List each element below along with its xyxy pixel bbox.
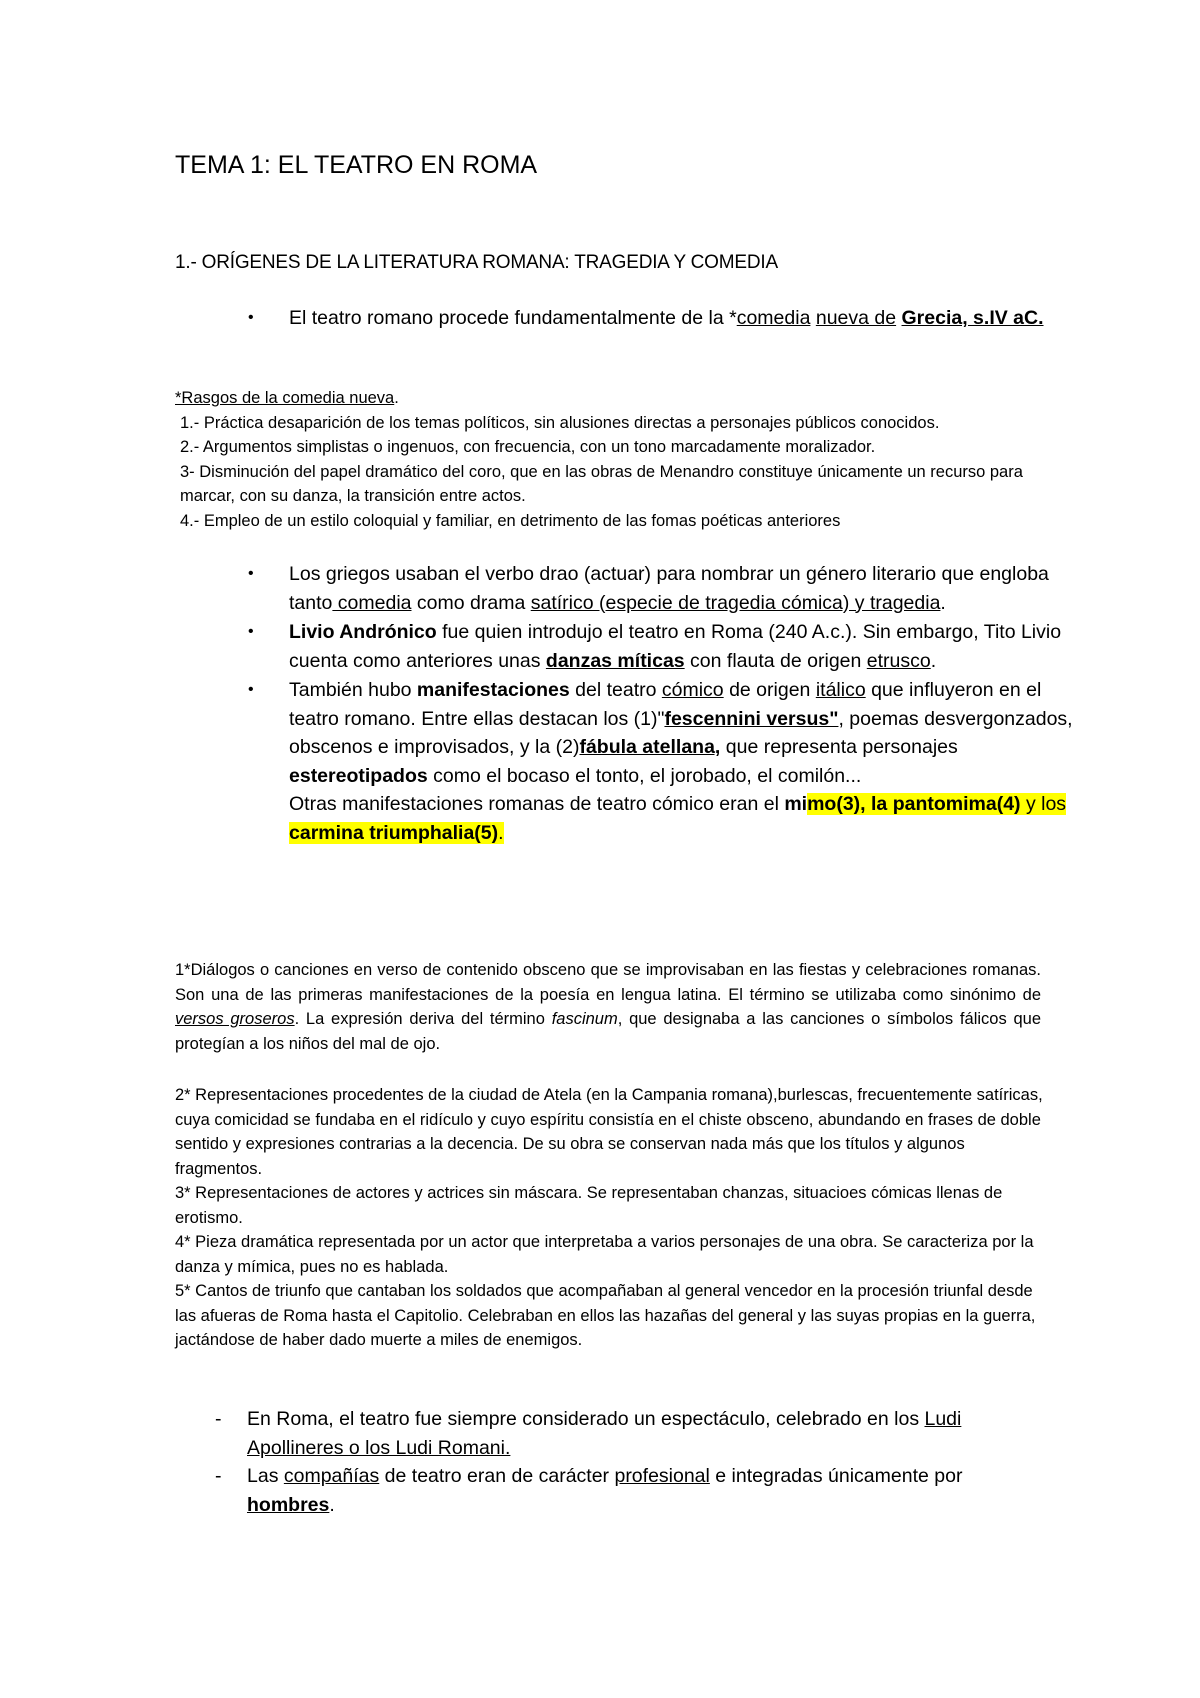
text-span: e integradas únicamente por <box>709 1465 963 1487</box>
document-title: TEMA 1: EL TEATRO EN ROMA <box>175 151 538 179</box>
highlighted-text: y los <box>1020 793 1067 815</box>
bold-underlined-text: fescennini versus" <box>664 707 839 730</box>
rasgos-title <box>175 386 1045 411</box>
highlighted-text: . <box>498 821 504 844</box>
bullet-marker: • <box>248 565 254 582</box>
underlined-text: nueva de <box>815 307 897 329</box>
bold-underlined-text: fábula atellana, <box>579 736 721 758</box>
text-span: . <box>394 389 399 407</box>
text-span: Los griegos usaban el verbo drao (actuar) para nombrar un género literario que engloba tanto <box>289 563 1049 614</box>
bullet-item-manifestaciones <box>175 676 1075 847</box>
text-span: . <box>940 591 946 614</box>
text-span: Las <box>247 1465 284 1487</box>
bullet-marker: • <box>248 681 254 698</box>
text-span: . <box>329 1493 335 1516</box>
bold-text: manifestaciones <box>416 679 570 701</box>
text-span: de origen <box>723 679 816 701</box>
bold-underlined-text: hombres <box>247 1493 330 1516</box>
underlined-text: itálico <box>815 679 866 701</box>
underlined-text: satírico (especie de tragedia cómica) y tragedia <box>530 591 941 614</box>
dash-list <box>175 1405 1045 1519</box>
footnote-3: 3* Representaciones de actores y actrices sin máscara. Se representaban chanzas, situacioes cómicas llenas de erotismo. <box>175 1184 1003 1227</box>
underlined-text: comedia <box>736 307 811 329</box>
underlined-text: compañías <box>283 1465 380 1487</box>
text-span: que representa personajes <box>720 736 958 758</box>
bullet-marker: • <box>248 623 254 640</box>
underlined-text: profesional <box>614 1465 710 1487</box>
text-span: El teatro romano procede fundamentalmente de la * <box>289 307 737 329</box>
text-span: . <box>930 649 937 672</box>
text-span: Otras manifestaciones romanas de teatro cómico eran el <box>289 793 785 815</box>
footnote-1 <box>175 958 1041 1056</box>
dash-item-roma <box>175 1405 1045 1462</box>
bold-text: estereotipados <box>289 764 428 787</box>
rasgos-item: 2.- Argumentos simplistas o ingenuos, con frecuencia, con un tono marcadamente moralizador. <box>180 438 876 456</box>
rasgos-item: 4.- Empleo de un estilo coloquial y familiar, en detrimento de las fomas poéticas anteriores <box>180 511 841 530</box>
text-span: , que designaba a las canciones o símbolos fálicos que protegían a los niños del mal de ojo. <box>175 1010 1042 1053</box>
rasgos-block <box>175 386 1045 533</box>
bullet-marker: • <box>248 309 254 326</box>
dash-marker: - <box>215 1465 222 1487</box>
underlined-text: comedia <box>332 591 412 614</box>
bold-text: Livio Andrónico <box>289 621 437 643</box>
underlined-text: *Rasgos de la comedia nueva <box>175 389 395 407</box>
text-span: , poemas desvergonzados, obscenos e improvisados, y la (2) <box>289 707 1073 758</box>
highlighted-bold-text: carmina triumphalia(5) <box>289 821 499 844</box>
text-span: con flauta de origen <box>684 649 867 672</box>
bold-underlined-text: danzas míticas <box>545 649 685 672</box>
text-span: de teatro eran de carácter <box>379 1465 615 1487</box>
text-span: 1*Diálogos o canciones en verso de contenido obsceno que se improvisaban en las fiestas y celebraciones romanas. Son una de las primeras manifestaciones de la poesía en lengua latina. El término se utilizaba como sinónimo de <box>175 961 1041 1004</box>
text-span: como drama <box>411 591 531 614</box>
dash-item-companias <box>175 1462 1045 1519</box>
text-span: También hubo <box>289 679 417 701</box>
bullet-list-main <box>175 560 1075 848</box>
rasgos-item: 1.- Práctica desaparición de los temas políticos, sin alusiones directas a personajes públicos conocidos. <box>180 413 940 432</box>
text-span: del teatro <box>569 679 662 701</box>
underlined-text: Ludi Apollineres o los Ludi Romani. <box>247 1408 962 1459</box>
bullet-item-livio <box>175 618 1075 675</box>
dash-marker: - <box>215 1408 222 1430</box>
highlighted-bold-text: mo(3), la pantomima(4) <box>807 793 1021 815</box>
footnote-4: 4* Pieza dramática representada por un actor que interpretaba a varios personajes de una obra. Se caracteriza por la danza y mímica, pues no es hablada. <box>175 1233 1034 1276</box>
text-span: En Roma, el teatro fue siempre considerado un espectáculo, celebrado en los <box>247 1408 925 1430</box>
rasgos-item: 3- Disminución del papel dramático del coro, que en las obras de Menandro constituye únicamente un recurso para marcar, con su danza, la transición entre actos. <box>180 462 1023 505</box>
bold-text: mi <box>784 793 808 815</box>
underlined-text: cómico <box>661 679 724 701</box>
section-heading: 1.- ORÍGENES DE LA LITERATURA ROMANA: TRAGEDIA Y COMEDIA <box>175 252 778 273</box>
italic-underlined-text: versos groseros <box>175 1010 295 1028</box>
text-span: que influyeron en el teatro romano. Entre ellas destacan los (1)" <box>289 679 1042 730</box>
underlined-text: etrusco <box>866 649 931 672</box>
footnote-2: 2* Representaciones procedentes de la ciudad de Atela (en la Campania romana),burlescas, frecuentemente satíricas, cuya comicidad se fundaba en el ridículo y cuyo espíritu consistía en el chiste obsceno, abundando en frases de doble sentido y expresiones contrarias a la decencia. De su obra se conservan nada más que los títulos y algunos fragmentos. <box>175 1086 1043 1178</box>
footnotes-block <box>175 1083 1045 1353</box>
text-span: . La expresión deriva del término <box>294 1010 552 1028</box>
italic-text: fascinum <box>551 1010 618 1028</box>
text-span: fue quien introdujo el teatro en Roma (240 A.c.). Sin embargo, Tito Livio cuenta como anteriores unas <box>289 621 1062 672</box>
footnote-5: 5* Cantos de triunfo que cantaban los soldados que acompañaban al general vencedor en la procesión triunfal desde las afueras de Roma hasta el Capitolio. Celebraban en ellos las hazañas del general y las suyas propias en la guerra, jactándose de haber dado muerte a miles de enemigos. <box>175 1282 1036 1349</box>
bullet-list-intro <box>175 304 1075 332</box>
bold-underlined-text: Grecia, s.IV aC. <box>901 307 1044 329</box>
bullet-item-griegos <box>175 560 1075 617</box>
bullet-item-origin <box>175 304 1075 332</box>
text-span: como el bocaso el tonto, el jorobado, el comilón... <box>427 764 862 787</box>
